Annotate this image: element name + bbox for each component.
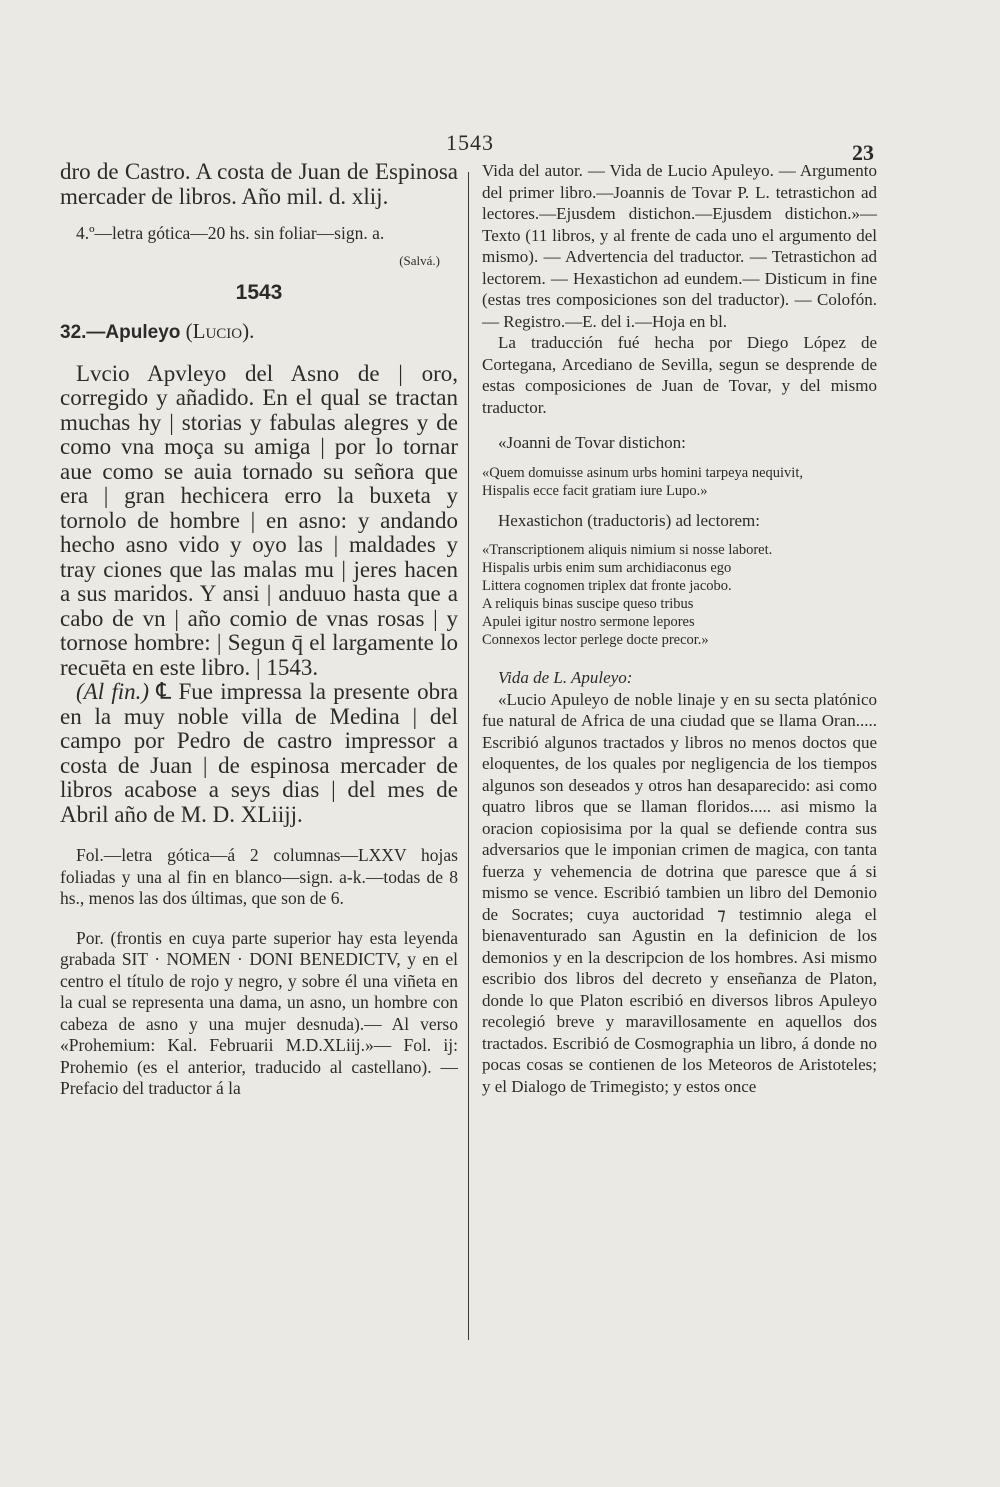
portada-description: Por. (frontis en cuya parte superior hay esta leyenda grabada SIT · NOMEN · DONI BENEDICTV, y en el centro el título de rojo y negro, y sobre él una viñeta en la cual se representa una dama, un asno, un hombre con cabeza de asno y una mujer desnuda).— Al verso «Prohemium: Kal. Februarii M.D.XLiij.»— Fol. ij: Prohemio (es el anterior, traducido al castellano). — Prefacio del traductor á la <box>60 927 458 1098</box>
colophon-text: ℄ Fue impressa la presente obra en la muy noble villa de Medina | del campo por Pedro de castro impressor a costa de Juan | de espinosa mercader de libros acabose a seys dias | del mes de Abril año de M. D. XLiijj. <box>60 679 458 827</box>
source-citation: (Salvá.) <box>399 252 440 268</box>
poem-line: A reliquis binas suscipe queso tribus <box>482 596 694 612</box>
poem-line: Hispalis ecce facit gratiam iure Lupo.» <box>482 482 708 499</box>
vida-text: «Lucio Apuleyo de noble linaje y en su secta platónico fue natural de Africa de una ciudad que se llama Oran..... Escribió algunos tractados y libros no menos doctos que eloquentes, de los quales por negligencia de los tiempos algunos son deseados y otros han desaparecido: asi como quatro libros que se llaman floridos..... asi mismo la oracion copiosisima por la qual se defiende contra sus adversarios que le imponian crimen de magica, con tanta fuerza y vehemencia de dotrina que paresce que á si mismo se vence. Escribió tambien un libro del Demonio de Socrates; cuya auctoridad ⁊ testimnio alega el bienaventurado san Agustin en la definicion de los demonios y en la descripcion de los hombres. Asi mismo escribio dos libros del decreto y enseñanza de Platon, donde lo que Platon escribió en diversos libros Apuleyo recolegió breve y maravillosamente en aquellos dos tractados. Escribió de Cosmographia un libro, á donde no pocas cosas se contienen de los Meteoros de Aristoteles; y el Dialogo de Trimegisto; y estos once <box>482 689 877 1096</box>
poem-line: «Quem domuisse asinum urbs homini tarpeya nequivit, <box>482 464 803 481</box>
distichon-poem <box>482 464 877 500</box>
poem-line: Connexos lector perlege docte precor.» <box>482 632 709 648</box>
poem-line: «Transcriptionem aliquis nimium si nosse laboret. <box>482 542 773 558</box>
poem-line: Apulei igitur nostro sermone lepores <box>482 614 695 630</box>
page-number: 23 <box>852 140 874 165</box>
entry-heading <box>60 319 458 344</box>
entry-author: (Lucio). <box>185 318 255 343</box>
colophon <box>60 680 458 827</box>
colophon-label: (Al fin.) <box>76 679 150 704</box>
hexastichon-heading: Hexastichon (traductoris) ad lectorem: <box>498 510 760 530</box>
contents-list: Vida del autor. — Vida de Lucio Apuleyo. — Argumento del primer libro.—Joannis de Tovar P. L. tetrastichon ad lectores.—Ejusdem distichon.—Ejusdem distichon.»—Texto (11 libros, y al frente de cada uno el argumento del mismo). — Advertencia del traductor. — Tetrastichon ad lectorem. — Hexastichon ad eundem.— Disticum in fine (estas tres composiciones son del traductor). — Colofón.— Registro.—E. del i.—Hoja en bl. <box>482 161 877 331</box>
column-divider <box>468 172 469 1340</box>
continued-entry-text: dro de Castro. A costa de Juan de Espinosa mercader de libros. Año mil. d. xlij. <box>60 159 458 209</box>
translation-note: La traducción fué hecha por Diego López de Cortegana, Arcediano de Sevilla, segun se desprende de estas composiciones de Juan de Tovar, y del mismo traductor. <box>482 333 877 417</box>
poem-line: Hispalis urbis enim sum archidiaconus ego <box>482 560 732 576</box>
vida-heading: Vida de L. Apuleyo: <box>498 668 633 687</box>
format-description: Fol.—letra gótica—á 2 columnas—LXXV hojas foliadas y una al fin en blanco—sign. a-k.—todas de 8 hs., menos las dos últimas, que son de 6. <box>60 845 458 908</box>
left-column <box>60 160 458 1100</box>
year-heading: 1543 <box>235 280 283 304</box>
entry-number: 32.—Apuleyo <box>60 321 181 343</box>
physical-description: 4.º—letra gótica—20 hs. sin foliar—sign. a. <box>76 223 385 243</box>
right-column <box>482 160 877 1097</box>
book-title: Lvcio Apvleyo del Asno de | oro, corregido y añadido. En el qual se tractan muchas hy | storias y fabulas alegres y de como vna moça su amiga | por lo tornar aue como se auia tornado su señora que era | gran hechicera erro la buxeta y tornolo de hombre | en asno: y andando hecho asno vido y oyo las | maldades y tray ciones que las malas mu | jeres hacen a sus maridos. Y ansi | anduuo hasta que a cabo de vn | año comio de vnas rosas | y tornose hombre: | Segun q̄ el largamente lo recuēta en este libro. | 1543. <box>60 360 458 680</box>
running-header-year: 1543 <box>446 130 494 155</box>
poem-line: Littera cognomen triplex dat fronte jacobo. <box>482 578 732 594</box>
hexastichon-poem <box>482 541 877 649</box>
distichon-heading: «Joanni de Tovar distichon: <box>498 433 686 452</box>
